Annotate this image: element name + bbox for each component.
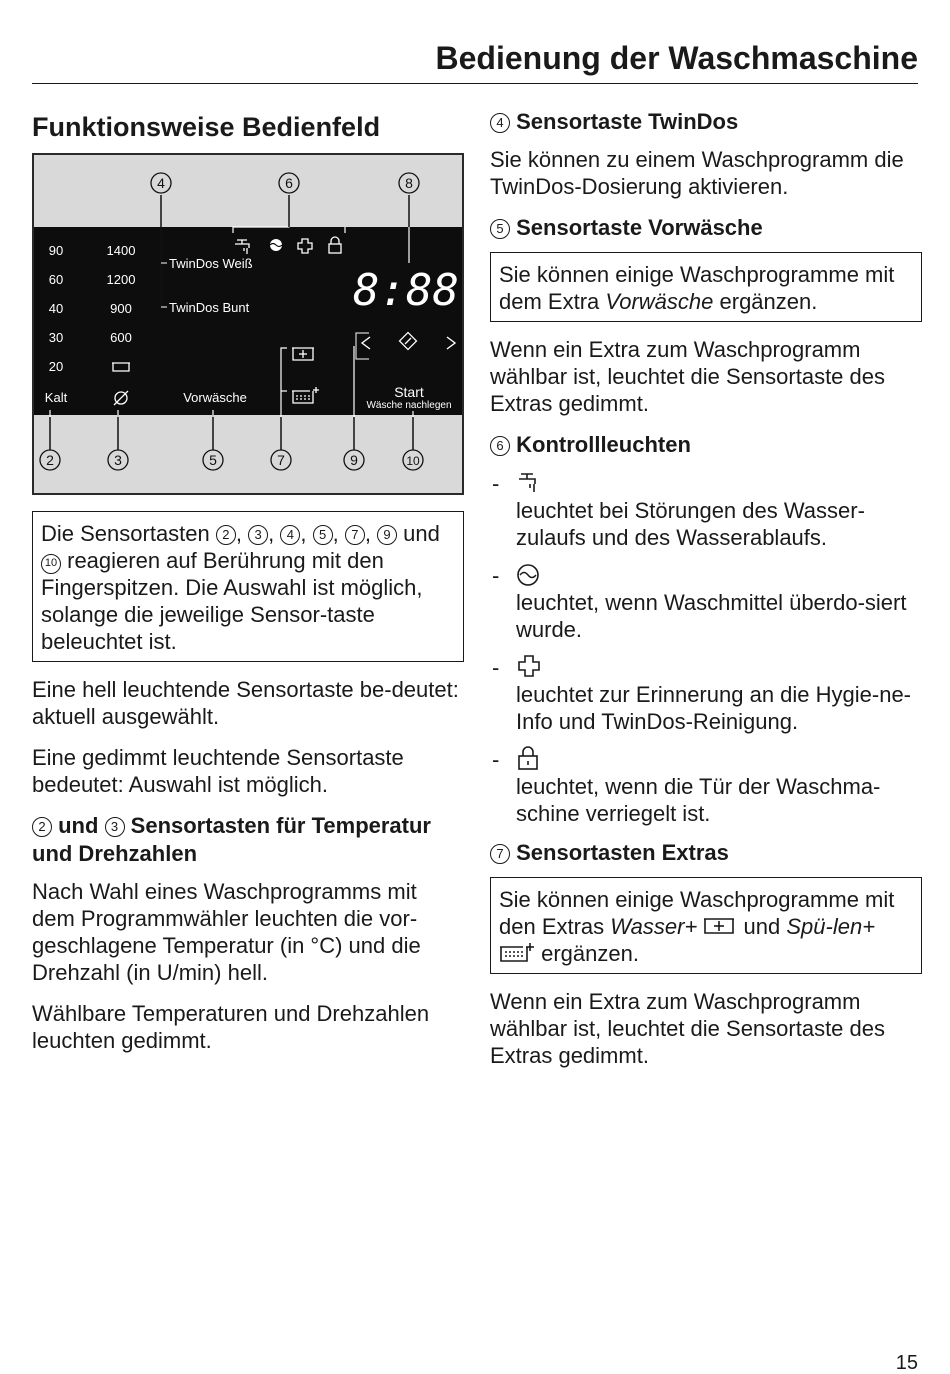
svg-text:7: 7 <box>277 452 285 468</box>
speed-1200[interactable]: 1200 <box>106 272 136 287</box>
rinse-plus-inline-icon <box>499 942 535 964</box>
ref-5-heading: 5 <box>490 219 510 239</box>
callout-4 <box>151 173 171 193</box>
ref-10: 10 <box>41 554 61 574</box>
left-column <box>32 108 464 1068</box>
extras-note-box: Sie können einige Waschprogramme mit den Extras Wasser+ und Spü-len+ ergänzen. <box>490 877 922 974</box>
ref-2: 2 <box>216 525 236 545</box>
heading-prewash: 5 Sensortaste Vorwäsche <box>490 214 922 242</box>
list-item-hygiene: - leuchtet zur Erinnerung an die Hygie-ne-Info und TwinDos-Reinigung. <box>492 655 912 734</box>
page-number: 15 <box>895 1352 918 1374</box>
paragraph-twindos: Sie können zu einem Waschprogramm die TwinDos-Dosierung aktivieren. <box>490 147 904 199</box>
overdose-icon <box>516 561 544 589</box>
ref-5: 5 <box>313 525 333 545</box>
speed-600[interactable]: 600 <box>110 330 132 345</box>
list-item-faucet: - leuchtet bei Störungen des Wasser-zulaufs und des Wasserablaufs. <box>492 471 865 550</box>
ref-4: 4 <box>280 525 300 545</box>
hygiene-cross-icon <box>516 653 544 681</box>
heading-twindos: 4 Sensortaste TwinDos <box>490 108 922 136</box>
svg-text:3: 3 <box>114 452 122 468</box>
callout-7 <box>271 450 291 470</box>
callout-8 <box>399 173 419 193</box>
ref-7: 7 <box>345 525 365 545</box>
prewash-label[interactable]: Vorwäsche <box>183 390 247 405</box>
svg-text:9: 9 <box>350 452 358 468</box>
lamp-overdose-icon <box>270 239 282 251</box>
callout-9 <box>344 450 364 470</box>
ref-2-heading: 2 <box>32 817 52 837</box>
callout-5 <box>203 450 223 470</box>
start-label[interactable]: Start <box>394 384 424 400</box>
callout-10 <box>403 450 423 470</box>
list-item-overdose: - leuchtet, wenn Waschmittel überdo-siert wurde. <box>492 563 907 642</box>
svg-text:8: 8 <box>405 175 413 191</box>
callout-2 <box>40 450 60 470</box>
prewash-note-box: Sie können einige Waschprogramme mit dem Extra Vorwäsche ergänzen. <box>490 252 922 322</box>
control-panel-illustration <box>32 153 464 495</box>
list-item-lock: - leuchtet, wenn die Tür der Waschma-schine verriegelt ist. <box>492 747 881 826</box>
temp-30[interactable]: 30 <box>48 330 64 345</box>
start-sub-label[interactable]: Wäsche nachlegen <box>366 400 452 411</box>
heading-extras: 7 Sensortasten Extras <box>490 839 922 867</box>
temp-40[interactable]: 40 <box>48 301 64 316</box>
heading-indicators: 6 Kontrollleuchten <box>490 431 922 459</box>
svg-text:4: 4 <box>157 175 165 191</box>
callout-6 <box>279 173 299 193</box>
ref-6-heading: 6 <box>490 436 510 456</box>
lock-icon <box>516 745 544 773</box>
callout-3 <box>108 450 128 470</box>
paragraph-temp-1: Nach Wahl eines Waschprogramms mit dem Programmwähler leuchten die vor-geschlagene Temperatur (in °C) und die Drehzahl (in U/min) hell. <box>32 879 421 985</box>
faucet-icon <box>516 469 544 497</box>
svg-text:5: 5 <box>209 452 217 468</box>
sensor-note-box: Die Sensortasten 2 , 3 , 4 , 5 , 7 , 9 und 10 reagieren auf Berührung mit den Fingerspitzen. Die Auswahl ist möglich, solange die jeweilige Sensor-taste beleuchtet ist. <box>32 511 464 662</box>
heading-temp-speed: 2 und 3 Sensortasten für Temperatur und Drehzahlen <box>32 813 431 866</box>
water-plus-inline-icon <box>703 915 737 937</box>
temp-kalt[interactable]: Kalt <box>44 390 68 405</box>
ref-3-heading: 3 <box>105 817 125 837</box>
paragraph-extras: Wenn ein Extra zum Waschprogramm wählbar ist, leuchtet die Sensortaste des Extras gedimmt. <box>490 989 886 1068</box>
temp-60[interactable]: 60 <box>48 272 64 287</box>
speed-900[interactable]: 900 <box>110 301 132 316</box>
twindos-white-label[interactable]: TwinDos Weiß <box>169 256 253 271</box>
svg-text:2: 2 <box>46 452 54 468</box>
ref-7-heading: 7 <box>490 844 510 864</box>
paragraph-dim: Eine gedimmt leuchtende Sensortaste bedeutet: Auswahl ist möglich. <box>32 745 404 797</box>
section-title: Funktionsweise Bedienfeld <box>32 112 381 142</box>
paragraph-prewash: Wenn ein Extra zum Waschprogramm wählbar ist, leuchtet die Sensortaste des Extras gedimmt. <box>490 337 886 416</box>
ref-4-heading: 4 <box>490 113 510 133</box>
twindos-color-label[interactable]: TwinDos Bunt <box>169 300 250 315</box>
time-display: 8:88 <box>353 265 459 316</box>
control-panel-svg <box>34 155 462 493</box>
paragraph-temp-2: Wählbare Temperaturen und Drehzahlen leuchten gedimmt. <box>32 1001 430 1053</box>
temp-20[interactable]: 20 <box>48 359 64 374</box>
svg-text:10: 10 <box>406 454 420 468</box>
ref-3: 3 <box>248 525 268 545</box>
speed-1400[interactable]: 1400 <box>106 243 136 258</box>
page-header-title: Bedienung der Waschmaschine <box>32 40 918 84</box>
svg-text:6: 6 <box>285 175 293 191</box>
temp-90[interactable]: 90 <box>48 243 64 258</box>
ref-9: 9 <box>377 525 397 545</box>
paragraph-bright: Eine hell leuchtende Sensortaste be-deutet: aktuell ausgewählt. <box>32 677 459 729</box>
right-column <box>490 108 922 1083</box>
